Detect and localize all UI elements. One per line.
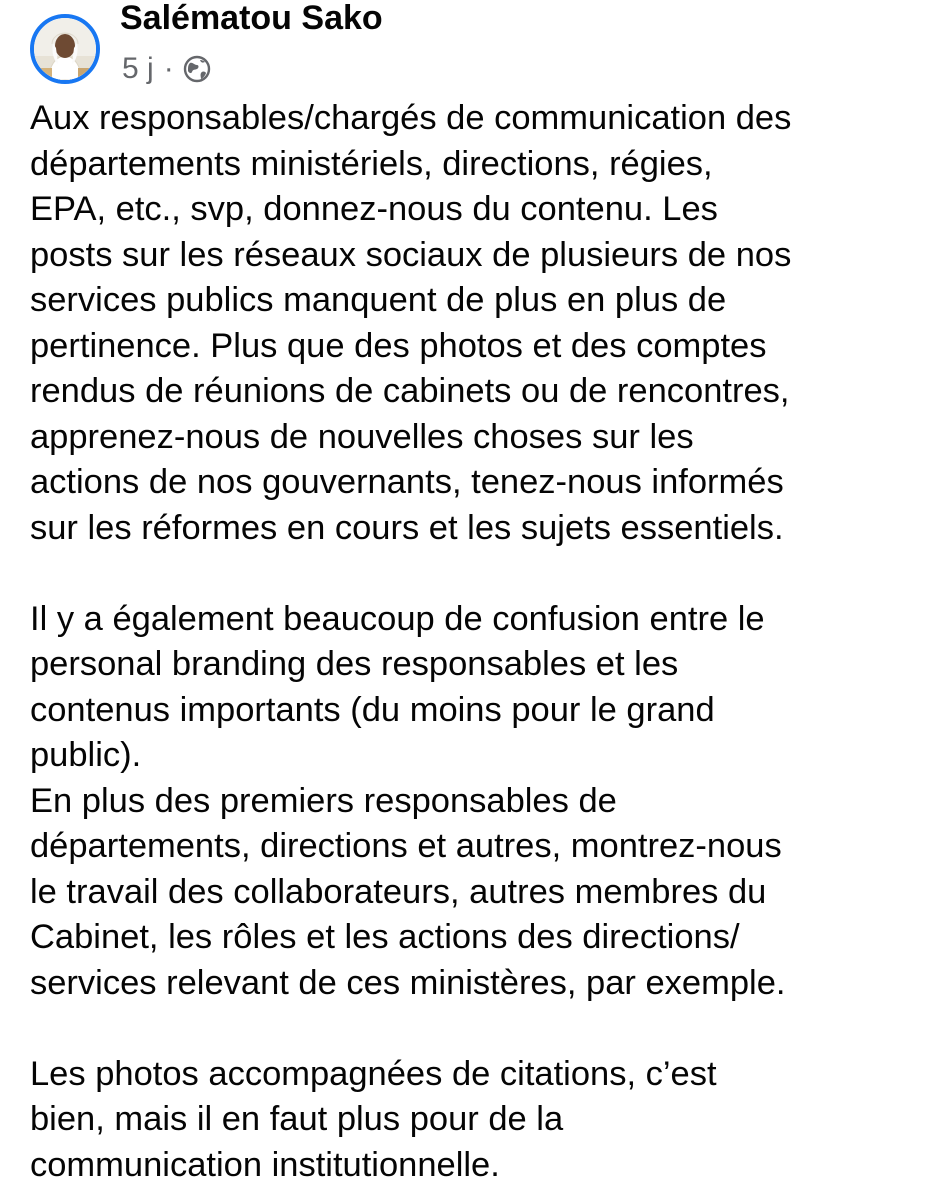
meta-separator: · bbox=[163, 52, 174, 85]
text-line: rendus de réunions de cabinets ou de rencontres, bbox=[30, 372, 790, 410]
post-time[interactable]: 5 j bbox=[122, 52, 154, 85]
text-line: sur les réformes en cours et les sujets essentiels. bbox=[30, 508, 784, 547]
text-line: public). bbox=[30, 736, 142, 774]
text-line: En plus des premiers responsables de bbox=[30, 781, 617, 820]
text-line: EPA, etc., svp, donnez-nous du contenu. Les bbox=[30, 190, 718, 228]
text-line: le travail des collaborateurs, autres membres du bbox=[30, 872, 767, 911]
text-line: communication institutionnelle. bbox=[30, 1145, 500, 1184]
text-line: Cabinet, les rôles et les actions des directions/ bbox=[30, 918, 740, 956]
globe-icon[interactable] bbox=[182, 54, 212, 84]
text-line: services relevant de ces ministères, par exemple. bbox=[30, 963, 786, 1002]
text-line: personal branding des responsables et les bbox=[30, 645, 679, 683]
text-line: contenus importants (du moins pour le grand bbox=[30, 690, 715, 729]
paragraph-gap bbox=[30, 551, 920, 597]
text-line: actions de nos gouvernants, tenez-nous informés bbox=[30, 463, 784, 501]
paragraph-gap bbox=[30, 1006, 920, 1052]
profile-photo bbox=[34, 18, 96, 80]
text-line: bien, mais il en faut plus pour de la bbox=[30, 1100, 564, 1138]
paragraph-1 bbox=[30, 96, 920, 551]
text-line: services publics manquent de plus en plus de bbox=[30, 281, 727, 319]
text-line: Les photos accompagnées de citations, c’est bbox=[30, 1054, 717, 1093]
text-line: départements, directions et autres, montrez-nous bbox=[30, 827, 782, 865]
post-text bbox=[30, 96, 920, 1188]
text-line: apprenez-nous de nouvelles choses sur les bbox=[30, 417, 694, 456]
text-line: départements ministériels, directions, régies, bbox=[30, 144, 713, 183]
text-line: posts sur les réseaux sociaux de plusieurs de nos bbox=[30, 235, 792, 274]
post-meta bbox=[122, 51, 212, 87]
text-line: Aux responsables/chargés de communication des bbox=[30, 99, 792, 137]
text-line: pertinence. Plus que des photos et des comptes bbox=[30, 326, 767, 365]
paragraph-2 bbox=[30, 597, 920, 1007]
avatar[interactable] bbox=[30, 14, 100, 84]
text-line: Il y a également beaucoup de confusion entre le bbox=[30, 599, 765, 638]
paragraph-3 bbox=[30, 1052, 920, 1189]
author-name[interactable]: Salématou Sako bbox=[120, 0, 383, 37]
